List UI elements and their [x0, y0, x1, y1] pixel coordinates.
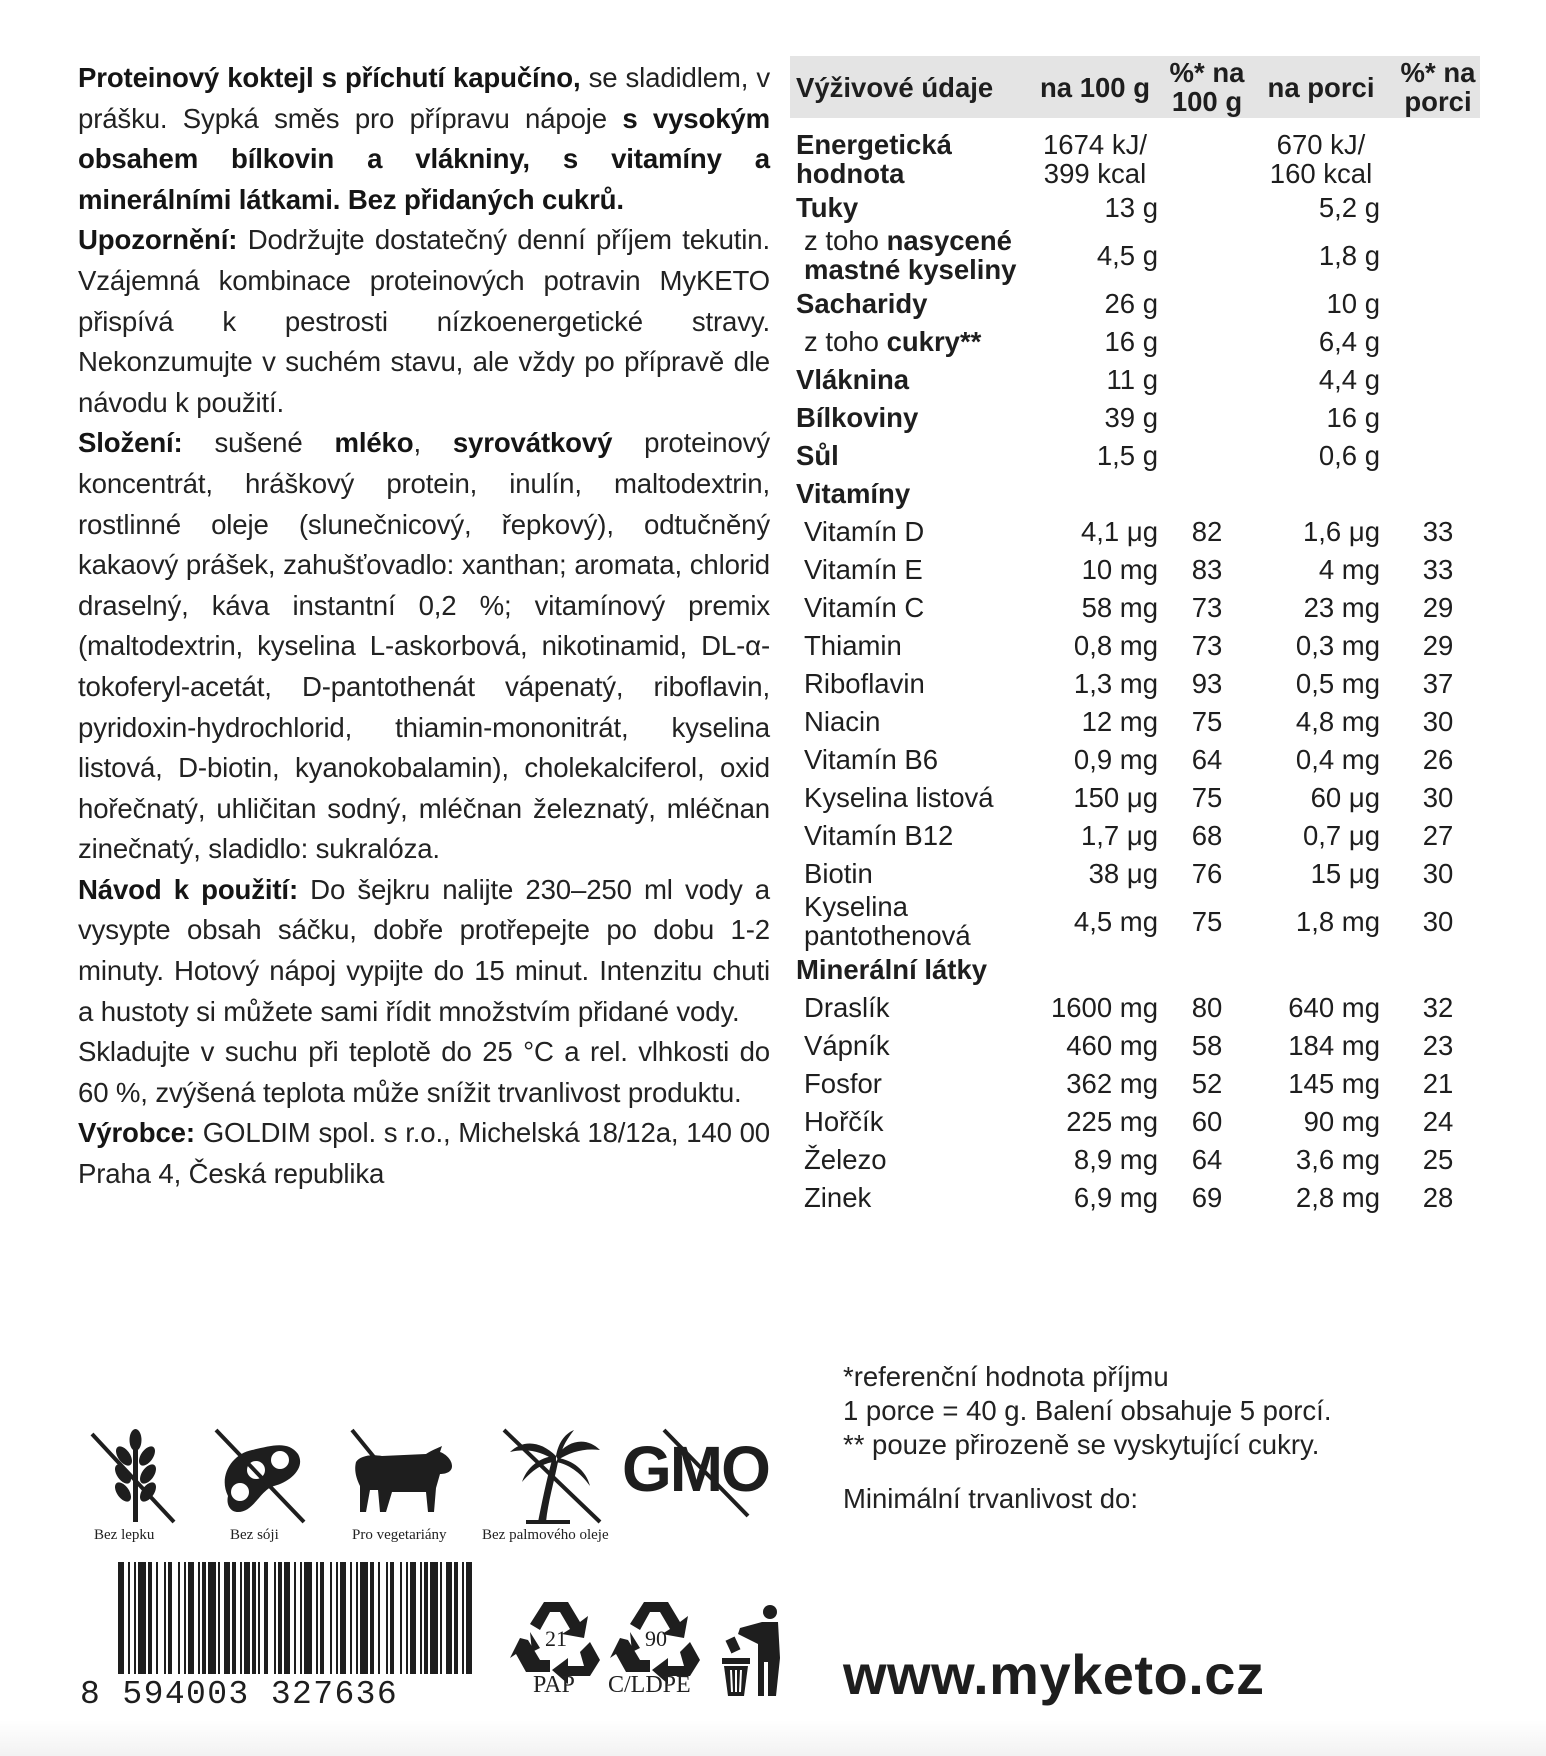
barcode-bar [378, 1562, 380, 1674]
vitamin-pct100: 83 [1191, 553, 1223, 585]
vitamin-per100: 38 μg [1088, 857, 1158, 889]
barcode-bar [300, 1562, 302, 1674]
barcode-bar [188, 1562, 194, 1674]
barcode-bar [406, 1562, 408, 1674]
vitamin-per100: 0,9 mg [1073, 743, 1158, 775]
empty-cell [1396, 226, 1480, 284]
manufacturer-paragraph [78, 1113, 770, 1194]
fat-portion: 5,2 g [1318, 191, 1380, 223]
vitamin-row [790, 588, 1480, 626]
vitamin-portion: 0,7 μg [1302, 819, 1380, 851]
website-url[interactable]: www.myketo.cz [843, 1643, 1265, 1706]
mineral-pct100: 69 [1191, 1181, 1223, 1213]
vitamin-row [790, 626, 1480, 664]
pantothenic-label-2: pantothenová [804, 920, 971, 951]
vitamin-row [790, 778, 1480, 816]
mineral-portion: 640 mg [1288, 991, 1380, 1023]
vitamin-per100: 150 μg [1073, 781, 1158, 813]
empty-cell [1168, 130, 1246, 188]
energy-label [790, 130, 1022, 188]
mineral-per100: 8,9 mg [1073, 1143, 1158, 1175]
vitamin-pct100: 73 [1191, 591, 1223, 623]
barcode-bar [420, 1562, 422, 1674]
vitamin-row [790, 854, 1480, 892]
warning-label: Upozornění: [78, 224, 238, 256]
instructions-label: Návod k použití: [78, 873, 298, 905]
header-pct-100g-line1: %* na [1169, 57, 1245, 88]
mineral-row [790, 1026, 1480, 1064]
salt-per100: 1,5 g [1096, 439, 1158, 471]
empty-cell [1396, 436, 1480, 474]
tidyman-badge [718, 1604, 788, 1700]
vitamin-pct100: 75 [1191, 781, 1223, 813]
energy-label-1: Energetická [796, 129, 952, 160]
header-nutrition-facts: Výživové údaje [790, 56, 1022, 118]
gmo-free-badge [620, 1424, 782, 1520]
mineral-name: Hořčík [804, 1105, 884, 1137]
protein-portion: 16 g [1326, 401, 1380, 433]
vitamin-name: Vitamín E [804, 553, 923, 585]
barcode-bar [218, 1562, 220, 1674]
mineral-per100: 6,9 mg [1073, 1181, 1158, 1213]
row-saturates [790, 226, 1480, 284]
empty-cell [1168, 360, 1246, 398]
sugars-portion: 6,4 g [1318, 325, 1380, 357]
vitamin-pct100: 75 [1191, 705, 1223, 737]
row-salt [790, 436, 1480, 474]
mineral-portion: 2,8 mg [1295, 1181, 1380, 1213]
barcode-number: 8 594003 327636 [80, 1676, 399, 1713]
vitamin-portion: 15 μg [1310, 857, 1380, 889]
empty-cell [1396, 322, 1480, 360]
mineral-per100: 460 mg [1066, 1029, 1158, 1061]
vitamin-row [790, 816, 1480, 854]
row-protein [790, 398, 1480, 436]
mineral-name: Zinek [804, 1181, 872, 1213]
vitamin-portion: 60 μg [1310, 781, 1380, 813]
product-intro [78, 58, 770, 220]
row-pantothenic [790, 892, 1480, 950]
barcode-bars-icon [118, 1562, 478, 1674]
manufacturer-text: GOLDIM spol. s r.o., Michelská 18/12a, 140 00 Praha 4, Česká republika [78, 1117, 770, 1190]
barcode-bar [118, 1562, 124, 1674]
barcode-bar [128, 1562, 130, 1674]
ingredients-text-1: sušené [182, 427, 335, 459]
saturates-label [790, 226, 1022, 284]
mineral-name: Draslík [804, 991, 890, 1023]
header-pct-portion-line1: %* na [1400, 57, 1476, 88]
mineral-portion: 90 mg [1303, 1105, 1380, 1137]
empty-cell [1396, 188, 1480, 226]
mineral-name: Vápník [804, 1029, 890, 1061]
recycle-cldpe-number: 90 [645, 1626, 667, 1651]
barcode-bar [134, 1562, 136, 1674]
vitamin-portion: 4 mg [1318, 553, 1380, 585]
pantothenic-per100: 4,5 mg [1073, 905, 1158, 937]
fat-label: Tuky [796, 191, 859, 223]
barcode-bar [264, 1562, 268, 1674]
mineral-row [790, 1102, 1480, 1140]
nutrition-table [790, 56, 1480, 1216]
fat-per100: 13 g [1104, 191, 1158, 223]
vegetarian-label: Pro vegetariány [352, 1527, 447, 1543]
barcode-bar [424, 1562, 428, 1674]
barcode-bar [350, 1562, 352, 1674]
barcode-bar [316, 1562, 318, 1674]
energy-kcal-100: 399 kcal [1043, 158, 1147, 189]
vitamin-pct100: 76 [1191, 857, 1223, 889]
warning-text: Dodržujte dostatečný denní příjem tekutin. Vzájemná kombinace proteinových potravin MyKETO přispívá k pestrosti nízkoenergetické stravy. Nekonzumujte v suchém stavu, ale vždy po přípravě dle návodu k použití. [78, 224, 770, 418]
palm-oil-free-label: Bez palmového oleje [482, 1527, 609, 1543]
expiry-date-label: Minimální trvanlivost do: [843, 1483, 1138, 1514]
vitamin-name: Riboflavin [804, 667, 925, 699]
vitamin-pct100: 64 [1191, 743, 1223, 775]
crossed-wheat-icon [86, 1426, 186, 1526]
empty-cell [1168, 226, 1246, 284]
empty-cell [1396, 130, 1480, 188]
row-sugars [790, 322, 1480, 360]
barcode-bar [390, 1562, 394, 1674]
vitamin-per100: 4,1 μg [1080, 515, 1158, 547]
vitamin-name: Vitamín B12 [804, 819, 954, 851]
barcode-bar [224, 1562, 230, 1674]
recycle-cldpe-label: C/LDPE [608, 1672, 691, 1698]
instructions-paragraph [78, 870, 770, 1032]
energy-label-2: hodnota [796, 158, 905, 189]
pantothenic-pctp: 30 [1422, 905, 1454, 937]
barcode-bar [178, 1562, 180, 1674]
energy-per100 [1022, 130, 1168, 188]
header-per-100g: na 100 g [1022, 56, 1168, 118]
soy-free-label: Bez sóji [230, 1527, 279, 1543]
carbs-label: Sacharidy [796, 287, 928, 319]
vitamin-per100: 58 mg [1081, 591, 1158, 623]
vitamin-pct100: 93 [1191, 667, 1223, 699]
fibre-label: Vláknina [796, 363, 910, 395]
vitamin-pct100: 68 [1191, 819, 1223, 851]
sugars-prefix: z toho [804, 325, 887, 357]
barcode-bar [386, 1562, 388, 1674]
header-pct-portion [1396, 56, 1480, 118]
product-description [78, 58, 770, 1195]
intro-bold: s vysokým obsahem bílkovin a vlákniny, s vitamíny a minerálními látkami. Bez přidaných cukrů. [78, 102, 770, 215]
vitamin-portion: 0,3 mg [1295, 629, 1380, 661]
carbs-per100: 26 g [1104, 287, 1158, 319]
storage-paragraph: Skladujte v suchu při teplotě do 25 °C a rel. vlhkosti do 60 %, zvýšená teplota může snížit trvanlivost produktu. [78, 1036, 770, 1108]
barcode-bar [202, 1562, 206, 1674]
barcode-bar [454, 1562, 458, 1674]
mineral-row [790, 1178, 1480, 1216]
vitamin-pctp: 30 [1422, 857, 1454, 889]
barcode-bar [446, 1562, 452, 1674]
recycle-pap-number: 21 [545, 1626, 567, 1651]
empty-cell [1168, 398, 1246, 436]
crossed-soy-icon [210, 1426, 310, 1526]
empty-cell [1396, 398, 1480, 436]
minerals-title: Minerální látky [796, 953, 988, 985]
barcode-bar [156, 1562, 158, 1674]
footnote-sugars: ** pouze přirozeně se vyskytující cukry. [843, 1429, 1320, 1460]
vitamin-pctp: 27 [1422, 819, 1454, 851]
header-pct-100g [1168, 56, 1246, 118]
vitamin-per100: 1,3 mg [1073, 667, 1158, 699]
mineral-row [790, 988, 1480, 1026]
saturates-label-1: nasycené [886, 225, 1012, 256]
sugars-per100: 16 g [1104, 325, 1158, 357]
gluten-free-label: Bez lepku [94, 1527, 155, 1543]
manufacturer-label: Výrobce: [78, 1117, 195, 1149]
vitamin-pctp: 33 [1422, 515, 1454, 547]
ingredients-text-3: proteinový koncentrát, hráškový protein, inulín, maltodextrin, rostlinné oleje (slunečnicový, řepkový), odtučněný kakaový prášek, zahušťovadlo: xanthan; aromata, chlorid draselný, káva instantní 0,2 %; vitamínový premix (maltodextrin, kyselina L-askorbová, nikotinamid, DL-α-tokoferyl-acetát, D-pantothenát vápenatý, riboflavin, pyridoxin-hydrochlorid, thiamin-mononitrát, kyselina listová, D-biotin, kyanokobalamin), cholekalciferol, oxid hořečnatý, uhličitan sodný, mléčnan železnatý, mléčnan zinečnatý, sladidlo: sukralóza. [78, 427, 770, 865]
row-fat [790, 188, 1480, 226]
barcode-bar [294, 1562, 296, 1674]
barcode-bar [462, 1562, 464, 1674]
gmo-text: GMO [622, 1433, 769, 1505]
saturates-label-2: mastné kyseliny [804, 254, 1017, 285]
vitamin-name: Niacin [804, 705, 881, 737]
vitamin-pctp: 29 [1422, 591, 1454, 623]
vitamin-per100: 10 mg [1081, 553, 1158, 585]
barcode-bar [164, 1562, 166, 1674]
vitamins-title: Vitamíny [796, 477, 911, 509]
salt-label: Sůl [796, 439, 839, 471]
vitamin-portion: 1,6 μg [1302, 515, 1380, 547]
vitamin-row [790, 702, 1480, 740]
barcode-bar [336, 1562, 338, 1674]
header-per-portion: na porci [1246, 56, 1396, 118]
cow-icon [348, 1426, 458, 1526]
mineral-pct100: 58 [1191, 1029, 1223, 1061]
soy-free-badge [210, 1426, 310, 1526]
barcode-bar [284, 1562, 290, 1674]
vitamin-pctp: 30 [1422, 705, 1454, 737]
vitamin-portion: 0,5 mg [1295, 667, 1380, 699]
header-pct-portion-line2: porci [1404, 86, 1472, 117]
ingredients-paragraph [78, 423, 770, 870]
barcode-bar [430, 1562, 438, 1674]
salt-portion: 0,6 g [1318, 439, 1380, 471]
mineral-portion: 3,6 mg [1295, 1143, 1380, 1175]
vitamin-row [790, 740, 1480, 778]
mineral-portion: 184 mg [1288, 1029, 1380, 1061]
mineral-pct100: 64 [1191, 1143, 1223, 1175]
barcode-bar [400, 1562, 402, 1674]
saturates-per100: 4,5 g [1096, 239, 1158, 271]
vitamin-pctp: 29 [1422, 629, 1454, 661]
saturates-prefix: z toho [804, 225, 887, 256]
energy-kj-portion: 670 kJ/ [1276, 129, 1366, 160]
energy-portion [1246, 130, 1396, 188]
warning-paragraph [78, 220, 770, 423]
barcode-bar [184, 1562, 186, 1674]
mineral-pctp: 32 [1422, 991, 1454, 1023]
barcode-bar [440, 1562, 442, 1674]
page-bottom-shade [0, 1720, 1546, 1756]
empty-cell [1396, 284, 1480, 322]
vitamin-pctp: 37 [1422, 667, 1454, 699]
vitamin-name: Thiamin [804, 629, 902, 661]
barcode-bar [232, 1562, 236, 1674]
barcode-bar [330, 1562, 332, 1674]
litter-bin-icon [718, 1604, 788, 1700]
nutrition-header-row [790, 56, 1480, 118]
protein-label: Bílkoviny [796, 401, 919, 433]
footnotes [843, 1360, 1483, 1462]
vitamin-pctp: 33 [1422, 553, 1454, 585]
empty-cell [1168, 436, 1246, 474]
vitamin-name: Biotin [804, 857, 873, 889]
energy-kcal-portion: 160 kcal [1269, 158, 1373, 189]
mineral-portion: 145 mg [1288, 1067, 1380, 1099]
vitamin-portion: 23 mg [1303, 591, 1380, 623]
intro-text: se sladidlem, v prášku. Sypká směs pro přípravu nápoje [78, 62, 770, 134]
barcode-bar [340, 1562, 346, 1674]
mineral-pctp: 21 [1422, 1067, 1454, 1099]
vitamin-name: Vitamín D [804, 515, 925, 547]
allergen-whey: syrovátkový [452, 427, 613, 459]
mineral-pctp: 28 [1422, 1181, 1454, 1213]
vitamin-row [790, 664, 1480, 702]
footnote-reference: *referenční hodnota příjmu [843, 1361, 1169, 1392]
empty-cell [1168, 188, 1246, 226]
barcode-bar [138, 1562, 146, 1674]
vitamin-pct100: 82 [1191, 515, 1223, 547]
mineral-row [790, 1140, 1480, 1178]
vitamin-pctp: 26 [1422, 743, 1454, 775]
mineral-per100: 1600 mg [1050, 991, 1158, 1023]
crossed-palm-icon [500, 1426, 610, 1526]
empty-cell [1168, 322, 1246, 360]
vitamin-per100: 1,7 μg [1080, 819, 1158, 851]
energy-kj-100: 1674 kJ/ [1043, 129, 1147, 160]
mineral-pctp: 25 [1422, 1143, 1454, 1175]
row-fibre [790, 360, 1480, 398]
palm-oil-free-badge [500, 1426, 610, 1526]
empty-cell [1396, 360, 1480, 398]
barcode-bar [360, 1562, 368, 1674]
barcode-bar [252, 1562, 256, 1674]
mineral-pct100: 60 [1191, 1105, 1223, 1137]
vitamin-pctp: 30 [1422, 781, 1454, 813]
saturates-portion: 1,8 g [1318, 239, 1380, 271]
barcode-bar [208, 1562, 216, 1674]
ingredients-label: Složení: [78, 427, 183, 459]
mineral-pctp: 23 [1422, 1029, 1454, 1061]
vitamin-pct100: 73 [1191, 629, 1223, 661]
recycle-pap-label: PAP [533, 1672, 575, 1698]
barcode-bar [168, 1562, 172, 1674]
instructions-text: Do šejkru nalijte 230–250 ml vody a vysypte obsah sáčku, dobře protřepejte po dobu 1-2 minuty. Hotový nápoj vypijte do 15 minut. Intenzitu chuti a hustoty si můžete sami řídit množstvím přidané vody. [78, 873, 770, 1027]
mineral-per100: 225 mg [1066, 1105, 1158, 1137]
mineral-pct100: 52 [1191, 1067, 1223, 1099]
barcode-bar [148, 1562, 152, 1674]
vitamin-portion: 4,8 mg [1295, 705, 1380, 737]
row-vitamins-title [790, 474, 1480, 512]
sugars-label-bold: cukry** [886, 325, 982, 357]
barcode-bar [198, 1562, 200, 1674]
row-minerals-title [790, 950, 1480, 988]
product-title: Proteinový koktejl s příchutí kapučíno, [78, 62, 581, 93]
barcode-bar [274, 1562, 276, 1674]
gluten-free-badge [86, 1426, 186, 1526]
allergen-milk: mléko [334, 427, 414, 459]
mineral-pctp: 24 [1422, 1105, 1454, 1137]
mineral-name: Železo [804, 1143, 887, 1175]
barcode-bar [258, 1562, 260, 1674]
barcode-bar [278, 1562, 282, 1674]
pantothenic-portion: 1,8 mg [1295, 905, 1380, 937]
footnote-portion: 1 porce = 40 g. Balení obsahuje 5 porcí. [843, 1395, 1332, 1426]
vitamin-per100: 12 mg [1081, 705, 1158, 737]
vegetarian-badge [348, 1426, 458, 1526]
barcode-bar [244, 1562, 250, 1674]
fibre-per100: 11 g [1106, 363, 1158, 395]
barcode [118, 1562, 478, 1674]
crossed-gmo-icon [620, 1424, 782, 1520]
barcode-bar [356, 1562, 358, 1674]
pantothenic-label [790, 892, 1022, 950]
mineral-pct100: 80 [1191, 991, 1223, 1023]
barcode-bar [370, 1562, 374, 1674]
pantothenic-pct100: 75 [1191, 905, 1223, 937]
vitamin-name: Vitamín C [804, 591, 925, 623]
vitamin-row [790, 550, 1480, 588]
pantothenic-label-1: Kyselina [804, 891, 908, 922]
vitamin-name: Vitamín B6 [804, 743, 939, 775]
carbs-portion: 10 g [1326, 287, 1380, 319]
mineral-row [790, 1064, 1480, 1102]
protein-per100: 39 g [1104, 401, 1158, 433]
header-pct-100g-line2: 100 g [1171, 86, 1243, 117]
row-carbs [790, 284, 1480, 322]
vitamin-row [790, 512, 1480, 550]
fibre-portion: 4,4 g [1318, 363, 1380, 395]
mineral-per100: 362 mg [1066, 1067, 1158, 1099]
vitamin-name: Kyselina listová [804, 781, 994, 813]
row-energy [790, 130, 1480, 188]
sugars-label [790, 322, 1022, 360]
barcode-bar [240, 1562, 242, 1674]
ingredients-text-2: , [413, 427, 453, 459]
barcode-bar [320, 1562, 324, 1674]
vitamin-portion: 0,4 mg [1295, 743, 1380, 775]
barcode-bar [466, 1562, 472, 1674]
barcode-bar [410, 1562, 416, 1674]
barcode-bar [304, 1562, 312, 1674]
vitamin-per100: 0,8 mg [1073, 629, 1158, 661]
empty-cell [1168, 284, 1246, 322]
mineral-name: Fosfor [804, 1067, 882, 1099]
